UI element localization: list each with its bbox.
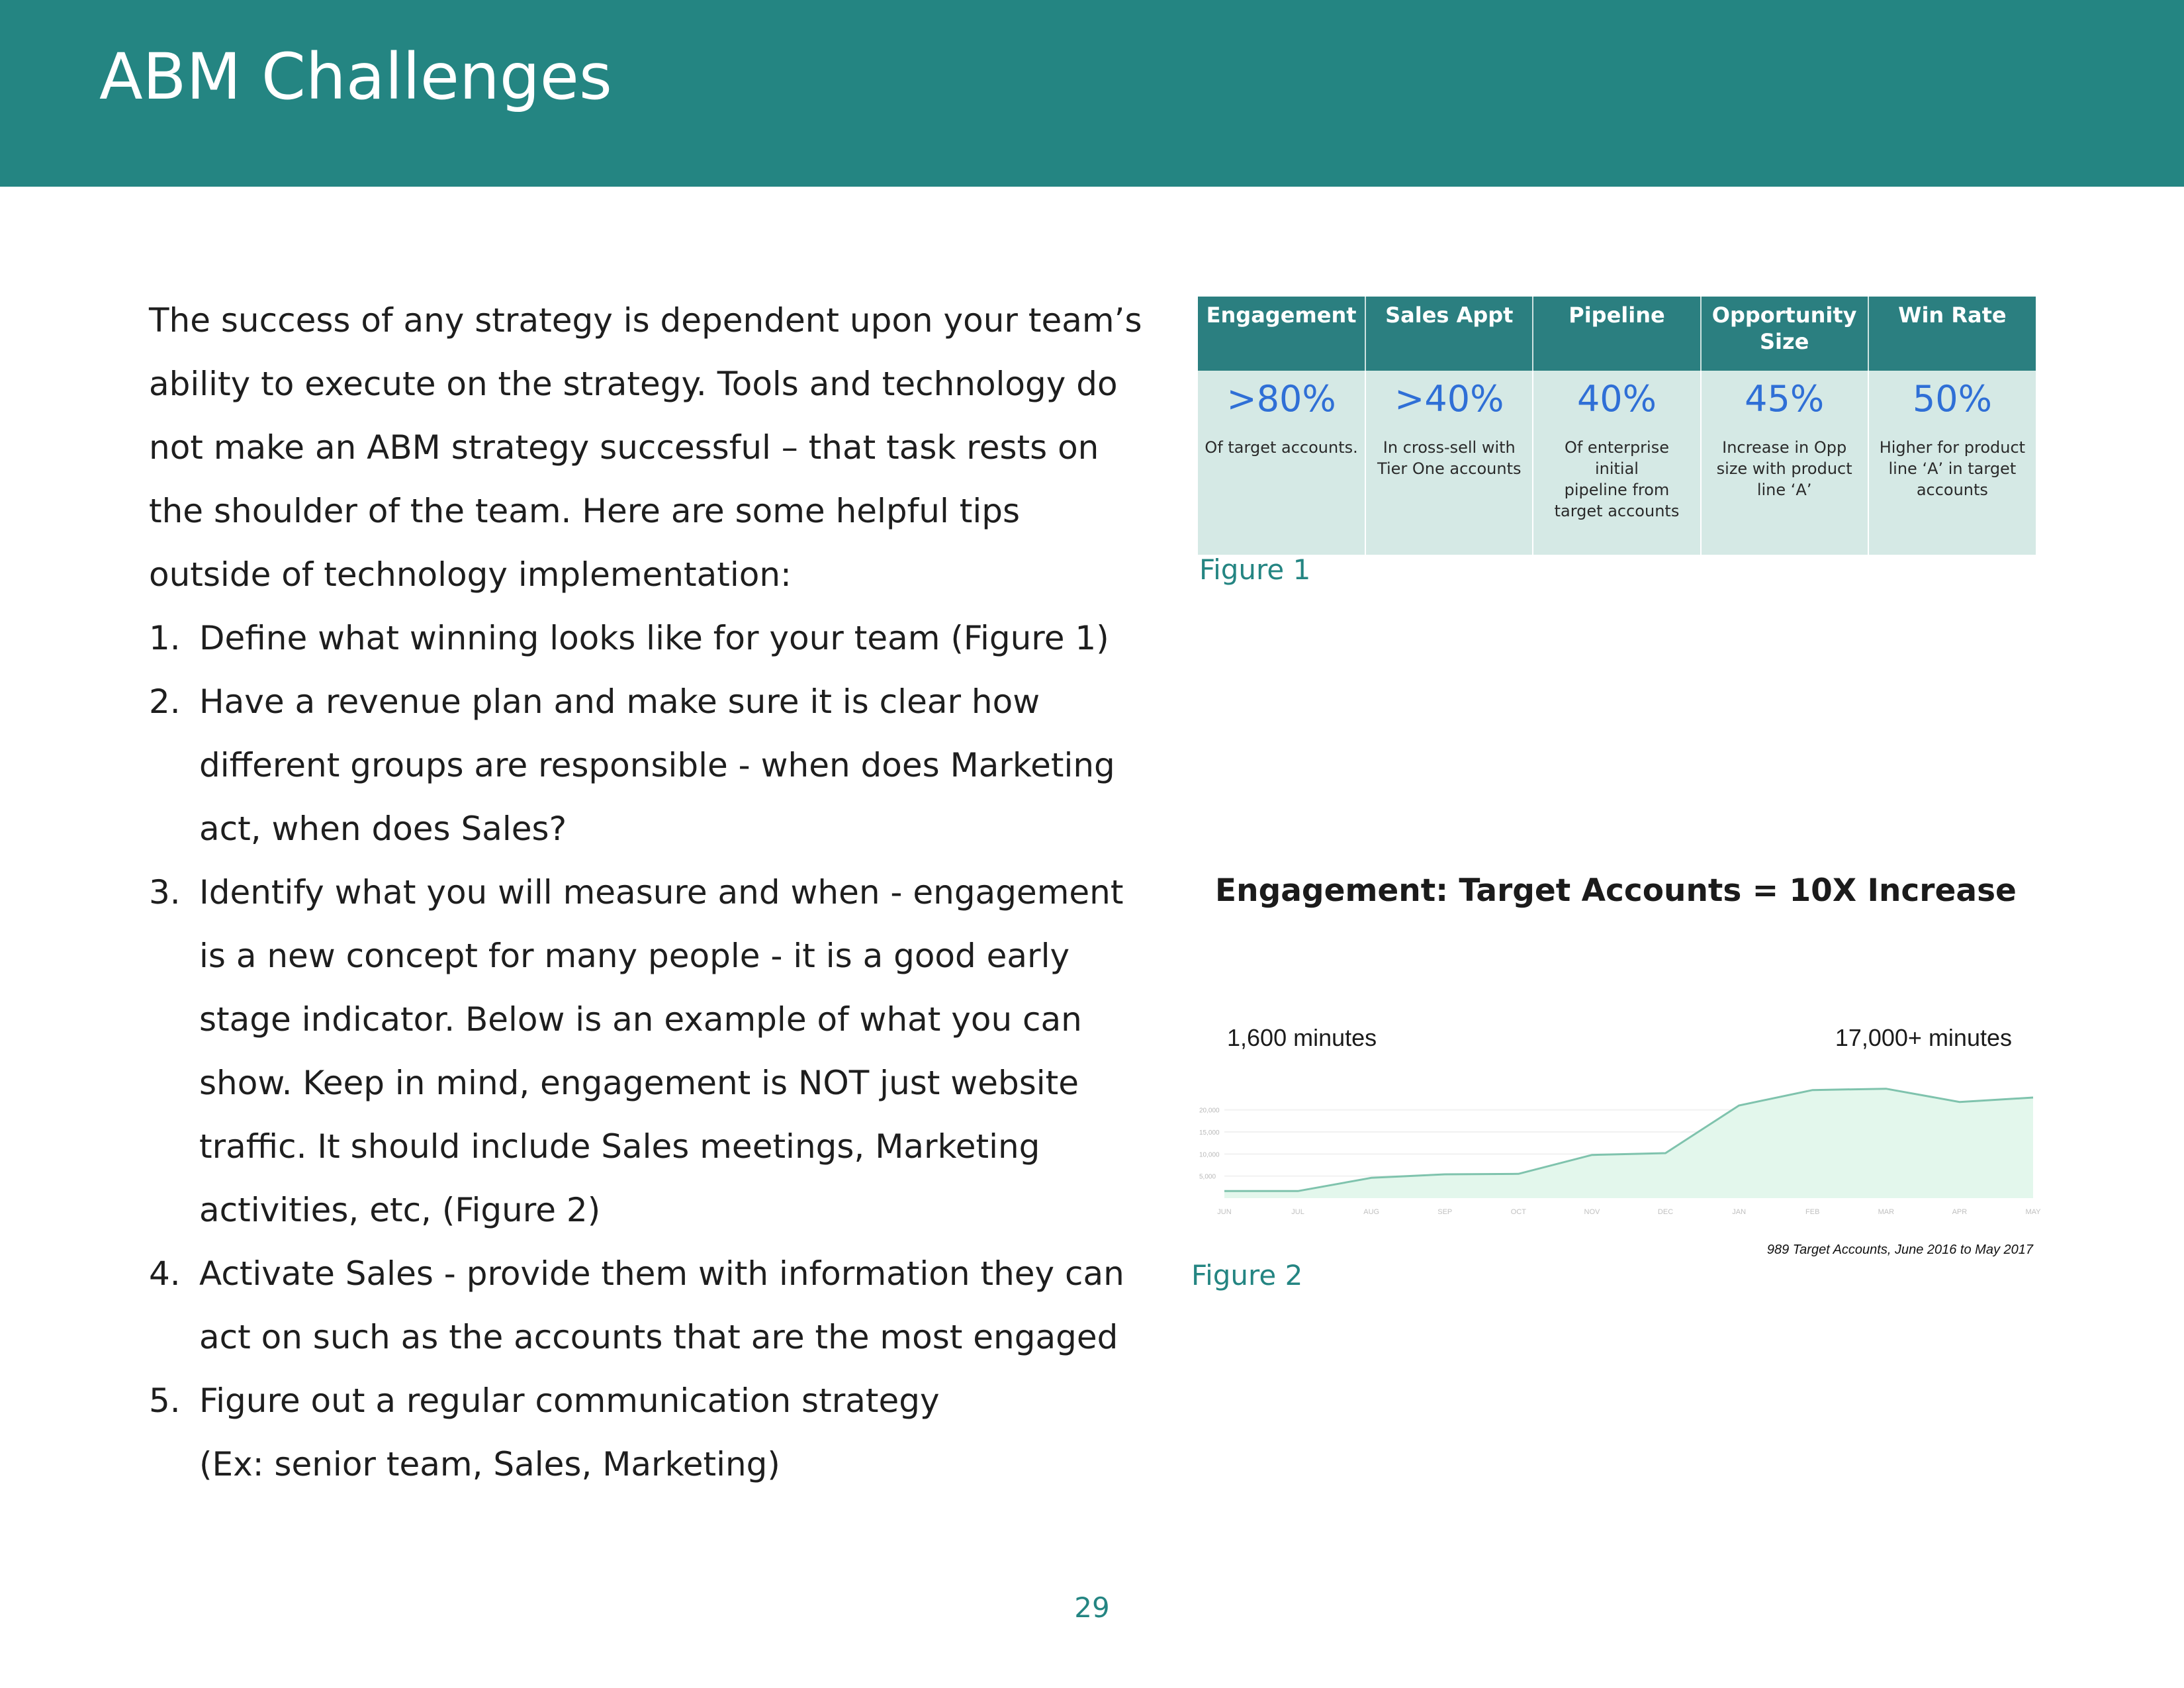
x-tick-label: APR: [1952, 1208, 1968, 1216]
chart-title: Engagement: Target Accounts = 10X Increase: [1215, 872, 2017, 909]
end-label: 17,000+ minutes: [1835, 1024, 2012, 1051]
page-number: 29: [1074, 1591, 1110, 1624]
intro-line: not make an ABM strategy successful – that task rests on: [149, 428, 1099, 467]
kpi-description: Increase in Opp size with product line ‘A’: [1716, 438, 1852, 499]
kpi-value: 50%: [1912, 378, 1992, 420]
tip-item: [149, 670, 1155, 861]
kpi-header-engagement: Engagement: [1198, 297, 1365, 371]
x-tick-label: AUG: [1363, 1208, 1380, 1216]
kpi-table: [1198, 297, 2036, 555]
y-tick-label: 20,000: [1199, 1107, 1220, 1115]
kpi-header-pipeline: Pipeline: [1533, 297, 1700, 371]
x-tick-label: MAR: [1878, 1208, 1895, 1216]
x-tick-label: NOV: [1584, 1208, 1600, 1216]
page-title: ABM Challenges: [99, 40, 612, 114]
x-tick-label: FEB: [1805, 1208, 1820, 1216]
tip-number: 1.: [149, 619, 181, 657]
tip-item: [149, 606, 1155, 670]
chart-footnote: 989 Target Accounts, June 2016 to May 2017: [1766, 1243, 2033, 1257]
kpi-cell-sales-appt: [1365, 371, 1533, 555]
y-tick-label: 15,000: [1199, 1129, 1220, 1137]
figure-1-caption: Figure 1: [1199, 553, 1311, 586]
x-tick-label: JAN: [1732, 1208, 1747, 1216]
tip-item: [149, 1242, 1155, 1369]
intro-line: ability to execute on the strategy. Tools and technology do: [149, 365, 1118, 403]
tip-line: act on such as the accounts that are the most engaged: [199, 1318, 1118, 1356]
kpi-cell-pipeline: [1533, 371, 1700, 555]
body-text: [149, 289, 1155, 1496]
tip-line: stage indicator. Below is an example of what you can: [199, 1000, 1082, 1039]
tip-line: Define what winning looks like for your team (Figure 1): [199, 619, 1109, 657]
y-tick-label: 10,000: [1199, 1151, 1220, 1159]
x-tick-label: MAY: [2025, 1208, 2041, 1216]
kpi-description: In cross-sell with Tier One accounts: [1377, 438, 1522, 478]
figure-2-caption: Figure 2: [1191, 1259, 1303, 1291]
engagement-area-chart: [1185, 1013, 2045, 1258]
kpi-cell-opportunity-size: [1701, 371, 1868, 555]
tip-item: [149, 861, 1155, 1242]
tip-number: 2.: [149, 682, 181, 721]
kpi-header-opportunity-size: Opportunity Size: [1701, 297, 1868, 371]
page-header: [0, 0, 2184, 187]
kpi-cell-win-rate: [1868, 371, 2036, 555]
tip-line: Identify what you will measure and when - engagement: [199, 873, 1124, 912]
kpi-description: Higher for product line ‘A’ in target accounts: [1879, 438, 2026, 499]
kpi-value-row: [1198, 371, 2036, 555]
kpi-value: 45%: [1745, 378, 1825, 420]
kpi-header-win-rate: Win Rate: [1868, 297, 2036, 371]
tip-line: (Ex: senior team, Sales, Marketing): [199, 1445, 780, 1483]
intro-line: the shoulder of the team. Here are some helpful tips: [149, 492, 1021, 530]
tip-line: show. Keep in mind, engagement is NOT just website: [199, 1064, 1079, 1102]
kpi-value: 40%: [1576, 378, 1657, 420]
kpi-description: Of target accounts.: [1205, 438, 1358, 457]
x-tick-label: SEP: [1437, 1208, 1453, 1216]
kpi-header-row: [1198, 297, 2036, 371]
intro-line: The success of any strategy is dependent upon your team’s: [149, 301, 1142, 340]
tip-line: Figure out a regular communication strategy: [199, 1382, 940, 1420]
tip-number: 4.: [149, 1254, 181, 1293]
tip-line: is a new concept for many people - it is a good early: [199, 937, 1070, 975]
intro-paragraph: [149, 289, 1155, 606]
start-label: 1,600 minutes: [1227, 1024, 1377, 1051]
kpi-cell-engagement: [1198, 371, 1365, 555]
tip-number: 3.: [149, 873, 181, 912]
tip-line: different groups are responsible - when does Marketing: [199, 746, 1115, 784]
tips-list: [149, 606, 1155, 1496]
kpi-value: >40%: [1394, 378, 1504, 420]
tip-line: Have a revenue plan and make sure it is clear how: [199, 682, 1040, 721]
tip-line: activities, etc, (Figure 2): [199, 1191, 601, 1229]
x-tick-label: JUL: [1291, 1208, 1304, 1216]
tip-number: 5.: [149, 1382, 181, 1420]
x-tick-label: JUN: [1217, 1208, 1232, 1216]
y-tick-label: 5,000: [1199, 1173, 1216, 1181]
kpi-description: Of enterprise initial pipeline from target accounts: [1554, 438, 1680, 520]
x-tick-label: OCT: [1510, 1208, 1526, 1216]
intro-line: outside of technology implementation:: [149, 555, 792, 594]
tip-line: Activate Sales - provide them with information they can: [199, 1254, 1124, 1293]
kpi-value: >80%: [1226, 378, 1336, 420]
tip-line: traffic. It should include Sales meetings, Marketing: [199, 1127, 1040, 1166]
tip-item: [149, 1369, 1155, 1496]
tip-line: act, when does Sales?: [199, 810, 567, 848]
kpi-header-sales-appt: Sales Appt: [1365, 297, 1533, 371]
x-tick-label: DEC: [1657, 1208, 1674, 1216]
